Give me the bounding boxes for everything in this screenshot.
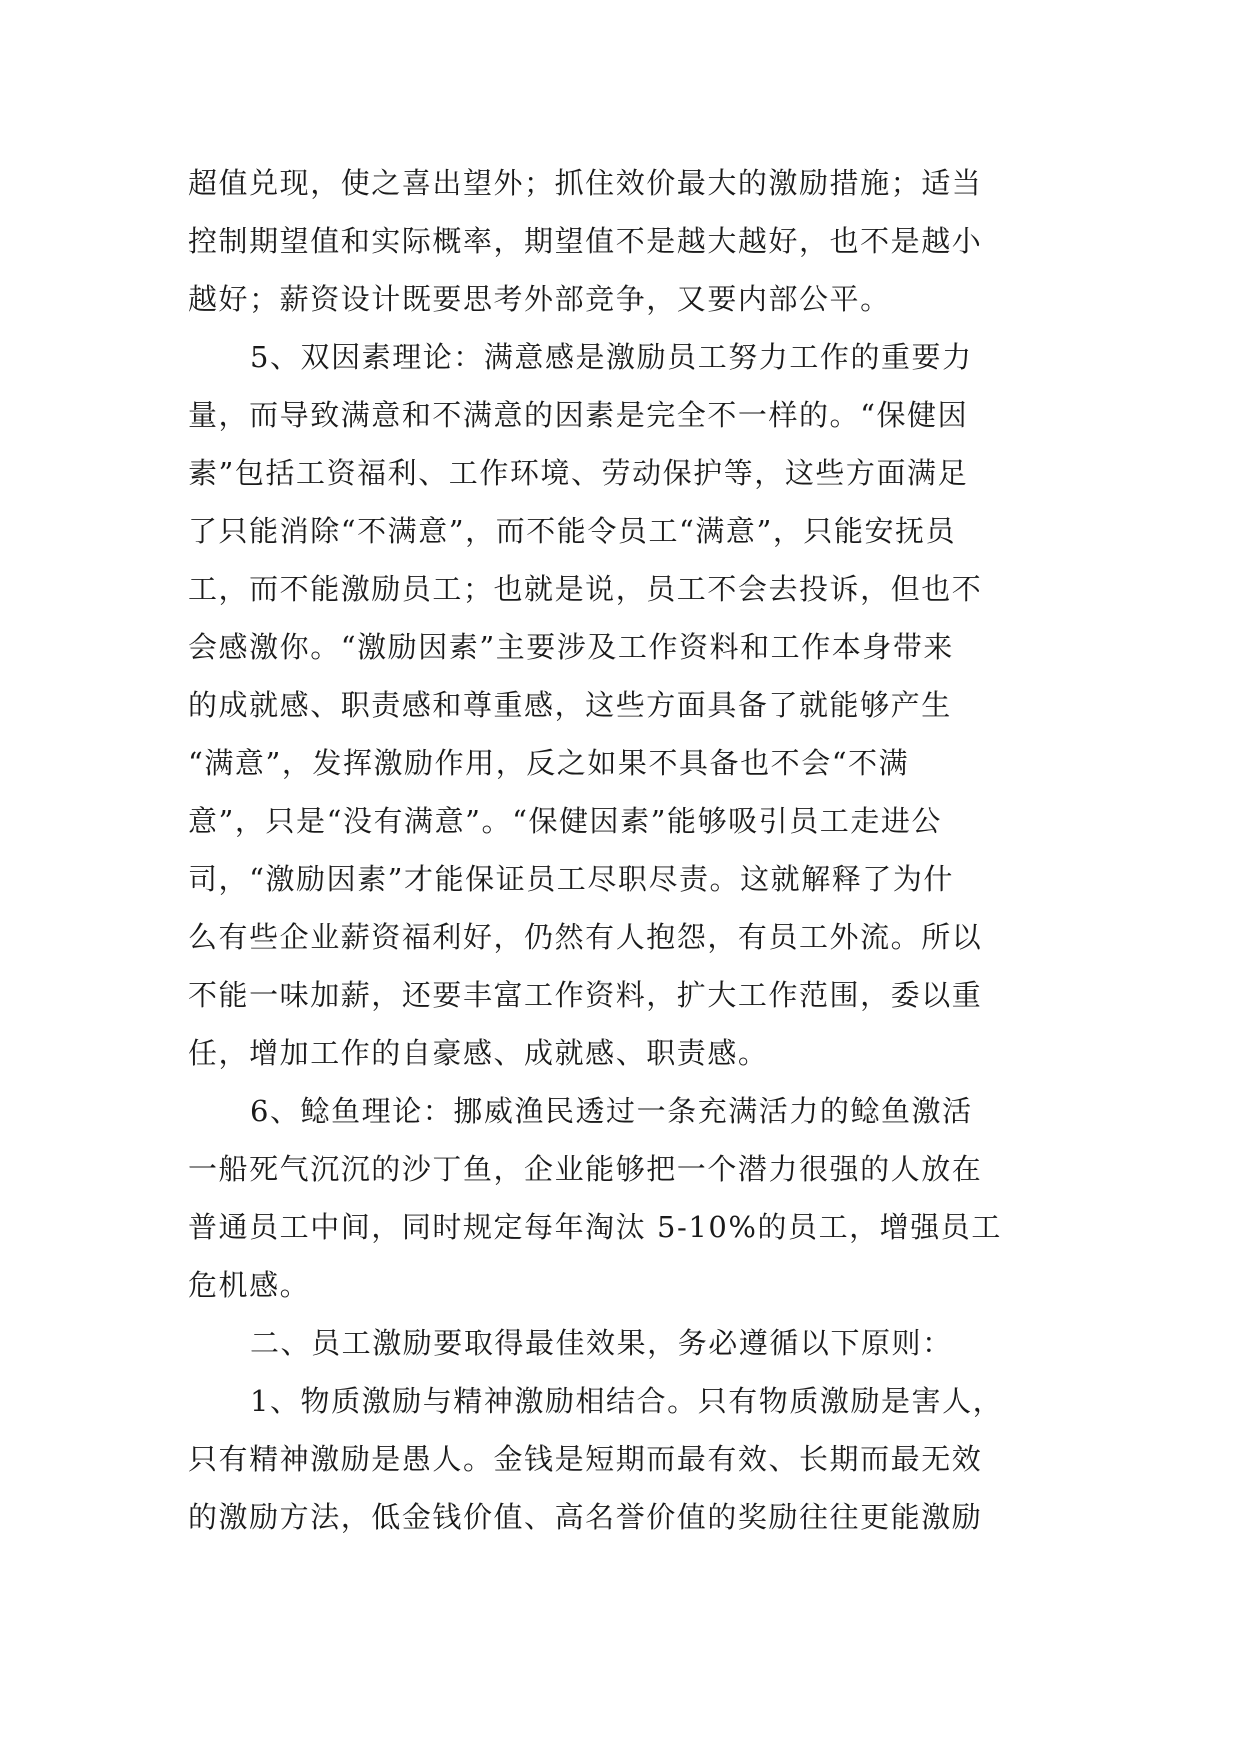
text-line: 了只能消除“不满意”，而不能令员工“满意”，只能安抚员 (188, 514, 957, 548)
text-line: 只有精神激励是愚人。金钱是短期而最有效、长期而最无效 (188, 1442, 983, 1476)
text-line: 的激励方法，低金钱价值、高名誉价值的奖励往往更能激励 (188, 1500, 983, 1534)
text-line: 素”包括工资福利、工作环境、劳动保护等，这些方面满足 (188, 456, 969, 490)
text-line: 么有些企业薪资福利好，仍然有人抱怨，有员工外流。所以 (188, 920, 983, 954)
text-line: “满意”，发挥激励作用，反之如果不具备也不会“不满 (188, 746, 910, 780)
paragraph-start-line: 5、双因素理论：满意感是激励员工努力工作的重要力 (250, 340, 973, 374)
text-line: 的成就感、职责感和尊重感，这些方面具备了就能够产生 (188, 688, 952, 722)
text-line: 司，“激励因素”才能保证员工尽职尽责。这就解释了为什 (188, 862, 954, 896)
paragraph-start-line: 1、物质激励与精神激励相结合。只有物质激励是害人， (250, 1384, 1004, 1418)
text-line: 量，而导致满意和不满意的因素是完全不一样的。“保健因 (188, 398, 969, 432)
text-line: 危机感。 (188, 1268, 311, 1302)
text-line: 意”，只是“没有满意”。“保健因素”能够吸引员工走进公 (188, 804, 942, 838)
text-line: 不能一味加薪，还要丰富工作资料，扩大工作范围，委以重 (188, 978, 983, 1012)
document-body (188, 154, 1054, 1546)
text-line: 超值兑现，使之喜出望外；抓住效价最大的激励措施；适当 (188, 166, 983, 200)
section-heading-line: 二、员工激励要取得最佳效果，务必遵循以下原则： (250, 1326, 953, 1360)
text-line: 越好；薪资设计既要思考外部竞争，又要内部公平。 (188, 282, 891, 316)
text-line: 普通员工中间，同时规定每年淘汰 5-10%的员工，增强员工 (188, 1210, 1002, 1244)
text-line: 会感激你。“激励因素”主要涉及工作资料和工作本身带来 (188, 630, 954, 664)
text-line: 控制期望值和实际概率，期望值不是越大越好，也不是越小 (188, 224, 983, 258)
text-line: 一船死气沉沉的沙丁鱼，企业能够把一个潜力很强的人放在 (188, 1152, 983, 1186)
paragraph-start-line: 6、鲶鱼理论：挪威渔民透过一条充满活力的鲶鱼激活 (250, 1094, 973, 1128)
text-line: 工，而不能激励员工；也就是说，员工不会去投诉，但也不 (188, 572, 983, 606)
text-line: 任，增加工作的自豪感、成就感、职责感。 (188, 1036, 769, 1070)
